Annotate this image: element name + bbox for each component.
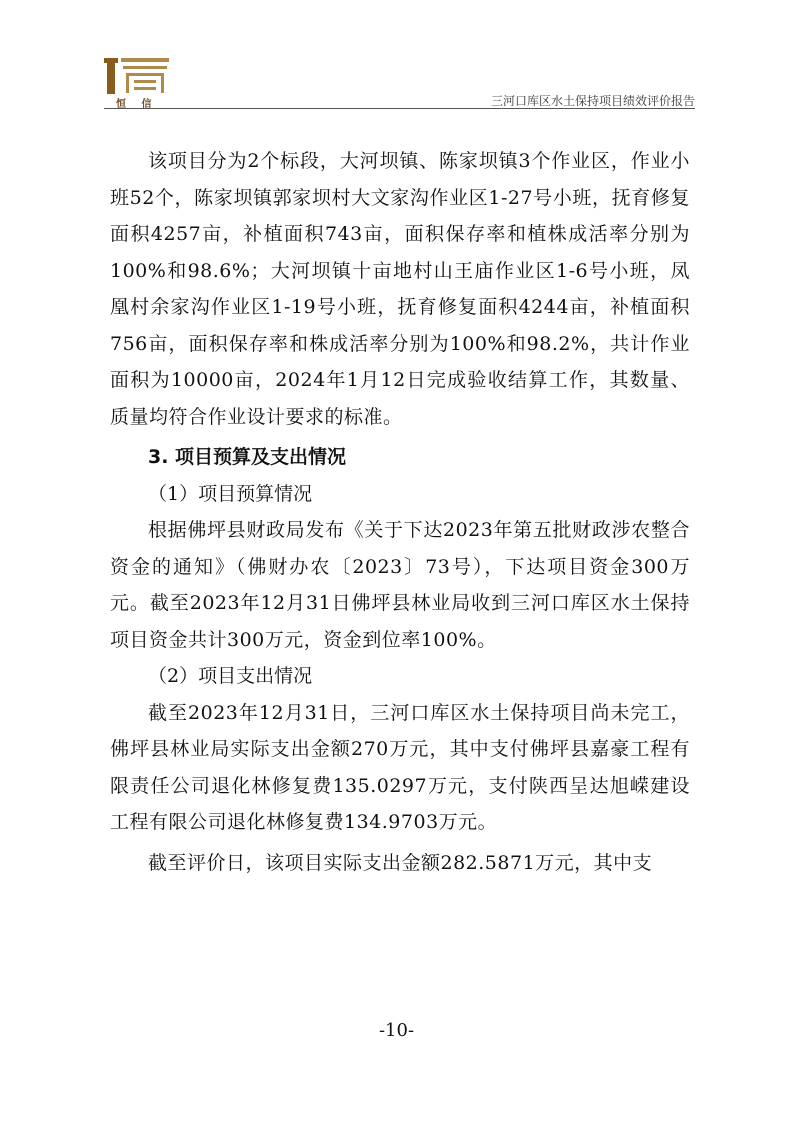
- header-title: 三河口库区水土保持项目绩效评价报告: [490, 94, 695, 108]
- paragraph-evaluation-date: 截至评价日，该项目实际支出金额282.5871万元，其中支: [148, 851, 653, 874]
- logo-text: 恒 信: [116, 99, 158, 110]
- paragraph-budget: 根据佛坪县财政局发布《关于下达2023年第五批财政涉农整合资金的通知》（佛财办农〔2023〕73号），下达项目资金300万元。截至2023年12月31日佛坪县林业局收到三河口库区水土保持项目资金共计300万元，资金到位率100%。: [110, 519, 690, 651]
- page-number: -10-: [378, 1020, 415, 1041]
- paragraph-expenditure: 截至2023年12月31日，三河口库区水土保持项目尚未完工，佛坪县林业局实际支出金额270万元，其中支付佛坪县嘉豪工程有限责任公司退化林修复费135.0297万元，支付陕西呈达旭嵘建设工程有限公司退化林修复费134.9703万元。: [110, 701, 690, 833]
- header-divider: [104, 108, 695, 109]
- section-heading-budget-expenditure: 3. 项目预算及支出情况: [148, 446, 347, 468]
- subheading-budget: （1）项目预算情况: [148, 482, 313, 505]
- paragraph-project-sections: 该项目分为2个标段，大河坝镇、陈家坝镇3个作业区，作业小班52个，陈家坝镇郭家坝村大文家沟作业区1-27号小班，抚育修复面积4257亩，补植面积743亩，面积保存率和植株成活率分别为100%和98.6%；大河坝镇十亩地村山王庙作业区1-6号小班，凤凰村余家沟作业区1-19号小班，抚育修复面积4244亩，补植面积756亩，面积保存率和株成活率分别为100%和98.2%，共计作业面积为10000亩，2024年1月12日完成验收结算工作，其数量、质量均符合作业设计要求的标准。: [110, 150, 690, 428]
- subheading-expenditure: （2）项目支出情况: [148, 665, 313, 687]
- document-body: [110, 143, 690, 881]
